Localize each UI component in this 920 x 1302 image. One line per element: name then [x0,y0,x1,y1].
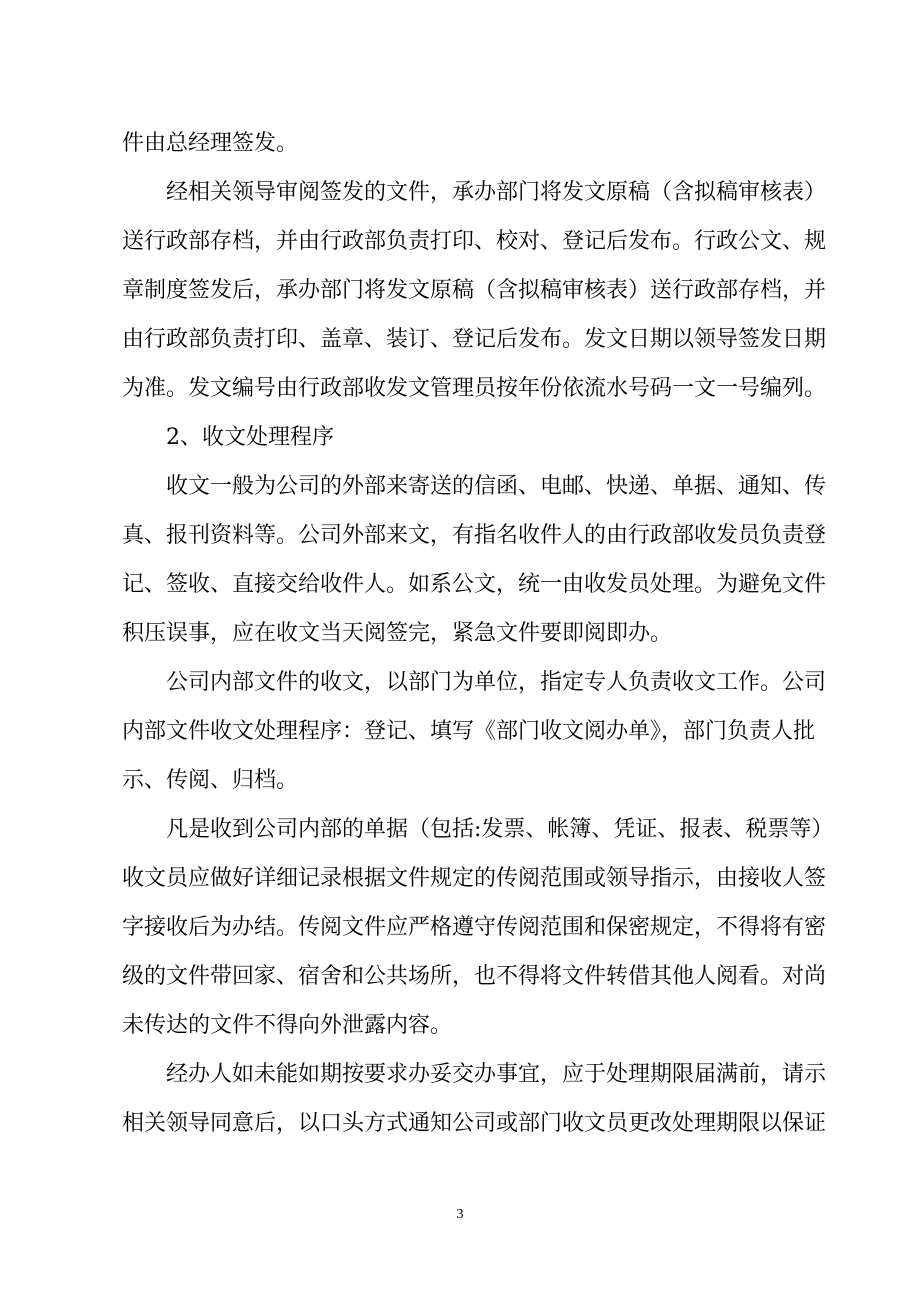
paragraph-line: 积压误事，应在收文当天阅签完，紧急文件要即阅即办。 [122,621,673,646]
paragraph-line: 内部文件收文处理程序：登记、填写《部门收文阅办单》，部门负责人批 [122,719,816,744]
paragraph-line: 为准。发文编号由行政部收发文管理员按年份依流水号码一文一号编列。 [122,376,827,401]
paragraph-line: 字接收后为办结。传阅文件应严格遵守传阅范围和保密规定，不得将有密 [122,915,827,940]
paragraph-line: 公司内部文件的收文，以部门为单位，指定专人负责收文工作。公司 [166,670,827,695]
paragraph-line: 级的文件带回家、宿舍和公共场所，也不得将文件转借其他人阅看。对尚 [122,964,827,989]
paragraph-line: 记、签收、直接交给收件人。如系公文，统一由收发员处理。为避免文件 [122,572,827,597]
paragraph-line: 收文一般为公司的外部来寄送的信函、电邮、快递、单据、通知、传 [166,474,827,499]
paragraph-line: 件由总经理签发。 [122,131,299,156]
paragraph-line: 经办人如未能如期按要求办妥交办事宜，应于处理期限届满前，请示 [166,1062,827,1087]
paragraph-line: 章制度签发后，承办部门将发文原稿（含拟稿审核表）送行政部存档，并 [122,278,827,303]
paragraph-line: 由行政部负责打印、盖章、装订、登记后发布。发文日期以领导签发日期 [122,327,827,352]
section-heading: 2、收文处理程序 [166,425,334,450]
paragraph-line: 经相关领导审阅签发的文件，承办部门将发文原稿（含拟稿审核表） [166,180,827,205]
paragraph-line: 送行政部存档，并由行政部负责打印、校对、登记后发布。行政公文、规 [122,229,827,254]
paragraph-line: 凡是收到公司内部的单据（包括:发票、帐簿、凭证、报表、税票等） [166,817,834,842]
paragraph-line: 真、报刊资料等。公司外部来文，有指名收件人的由行政部收发员负责登 [122,523,827,548]
paragraph-line: 未传达的文件不得向外泄露内容。 [122,1013,453,1038]
page-number: 3 [456,1207,464,1222]
paragraph-line: 示、传阅、归档。 [122,768,299,793]
paragraph-line: 相关领导同意后，以口头方式通知公司或部门收文员更改处理期限以保证 [122,1111,827,1136]
paragraph-line: 收文员应做好详细记录根据文件规定的传阅范围或领导指示，由接收人签 [122,866,827,891]
